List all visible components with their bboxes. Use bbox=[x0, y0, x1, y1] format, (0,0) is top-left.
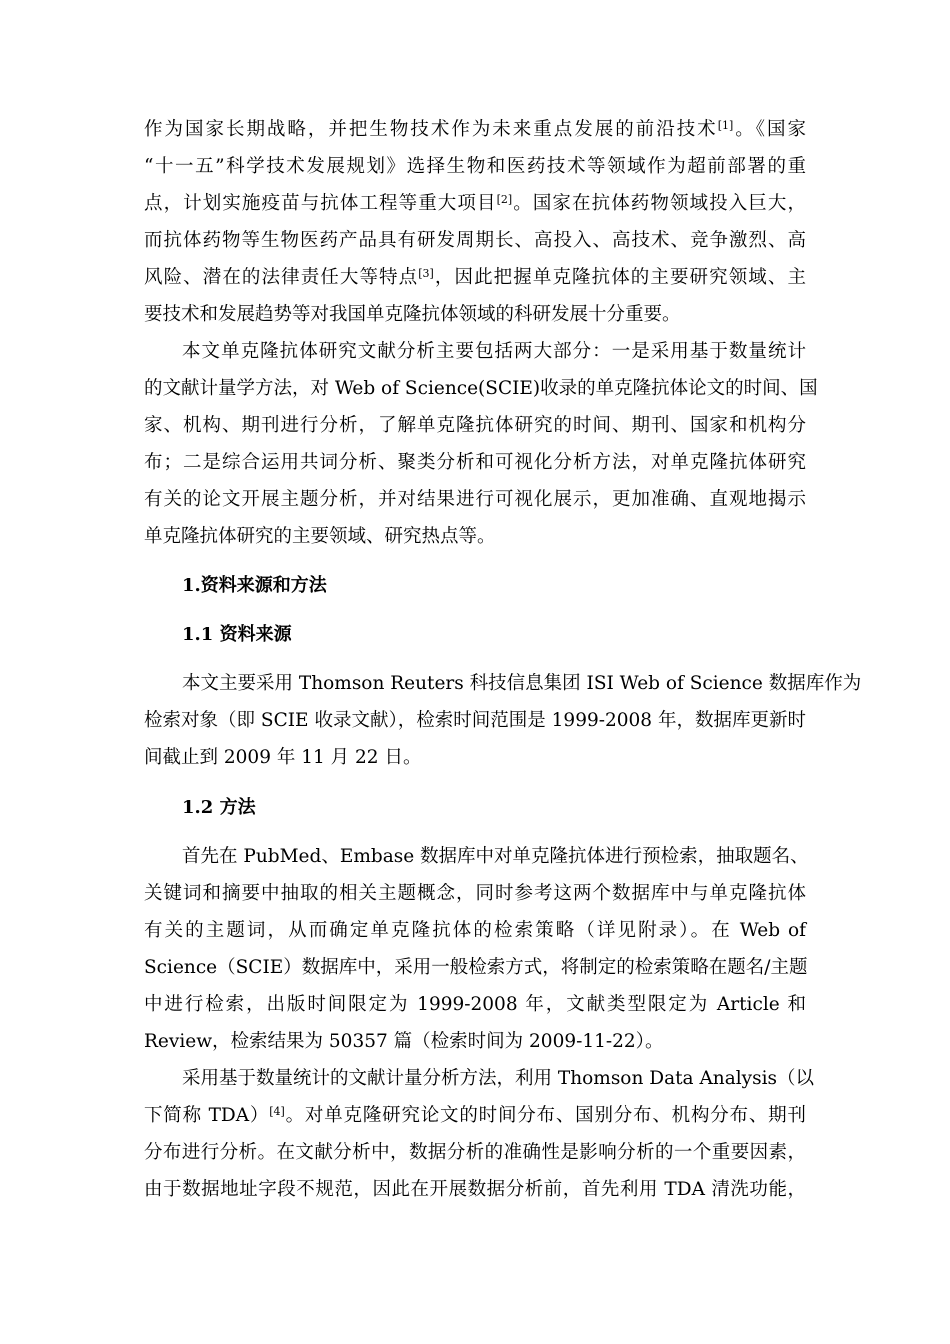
text-line: 首先在 PubMed、Embase 数据库中对单克隆抗体进行预检索，抽取题名、 bbox=[182, 846, 809, 867]
text-line: 本文主要采用 Thomson Reuters 科技信息集团 ISI Web of Science 数据库作为 bbox=[182, 673, 862, 694]
citation-ref[interactable]: [1] bbox=[717, 119, 734, 132]
text-line: 要技术和发展趋势等对我国单克隆抗体领域的科研发展十分重要。 bbox=[144, 304, 681, 325]
text-line: 作为国家长期战略，并把生物技术作为未来重点发展的前沿技术[1]。《国家 bbox=[144, 119, 806, 140]
citation-ref[interactable]: [4] bbox=[269, 1105, 285, 1118]
text-line: 中进行检索，出版时间限定为 1999-2008 年，文献类型限定为 Article 和 bbox=[144, 994, 806, 1015]
text-line: 家、机构、期刊进行分析，了解单克隆抗体研究的时间、期刊、国家和机构分 bbox=[144, 415, 806, 436]
text-line: Science（SCIE）数据库中，采用一般检索方式，将制定的检索策略在题名/主题 bbox=[144, 957, 808, 978]
text-line: 本文单克隆抗体研究文献分析主要包括两大部分：一是采用基于数量统计 bbox=[182, 341, 806, 362]
citation-ref[interactable]: [3] bbox=[418, 267, 434, 280]
paragraph-strategy bbox=[144, 111, 806, 333]
text-line: 而抗体药物等生物医药产品具有研发周期长、高投入、高技术、竞争激烈、高 bbox=[144, 230, 806, 251]
text-line: 采用基于数量统计的文献计量分析方法，利用 Thomson Data Analysis（以 bbox=[182, 1068, 815, 1089]
subsection-heading: 1.1 资料来源 bbox=[182, 624, 292, 645]
citation-ref[interactable]: [2] bbox=[496, 193, 513, 206]
text-line: 布；二是综合运用共词分析、聚类分析和可视化分析方法，对单克隆抗体研究 bbox=[144, 452, 806, 473]
text-line: 分布进行分析。在文献分析中，数据分析的准确性是影响分析的一个重要因素， bbox=[144, 1142, 806, 1163]
text-line: 有关的主题词，从而确定单克隆抗体的检索策略（详见附录）。在 Web of bbox=[144, 920, 806, 941]
paragraph-analysis bbox=[144, 1060, 815, 1208]
text-line: 下简称 TDA）[4]。对单克隆研究论文的时间分布、国别分布、机构分布、期刊 bbox=[144, 1105, 806, 1126]
text-line: 由于数据地址字段不规范，因此在开展数据分析前，首先利用 TDA 清洗功能， bbox=[144, 1179, 806, 1200]
text-line: 间截止到 2009 年 11 月 22 日。 bbox=[144, 747, 422, 768]
text-line: 有关的论文开展主题分析，并对结果进行可视化展示，更加准确、直观地揭示 bbox=[144, 489, 806, 510]
paragraph-data-source bbox=[144, 665, 862, 776]
text-line: “十一五”科学技术发展规划》选择生物和医药技术等领域作为超前部署的重 bbox=[144, 156, 806, 177]
text-line: 单克隆抗体研究的主要领域、研究热点等。 bbox=[144, 526, 496, 547]
text-line: 的文献计量学方法，对 Web of Science(SCIE)收录的单克隆抗体论文的时间、国 bbox=[144, 378, 818, 399]
text-line: 风险、潜在的法律责任大等特点[3]，因此把握单克隆抗体的主要研究领域、主 bbox=[144, 267, 806, 288]
text-line: Review，检索结果为 50357 篇（检索时间为 2009-11-22）。 bbox=[144, 1031, 664, 1052]
text-line: 检索对象（即 SCIE 收录文献），检索时间范围是 1999-2008 年，数据库更新时 bbox=[144, 710, 806, 731]
text-line: 关键词和摘要中抽取的相关主题概念，同时参考这两个数据库中与单克隆抗体 bbox=[144, 883, 806, 904]
text-line: 点，计划实施疫苗与抗体工程等重大项目[2]。国家在抗体药物领域投入巨大， bbox=[144, 193, 806, 214]
section-heading: 1.资料来源和方法 bbox=[182, 575, 327, 596]
paragraph-method bbox=[144, 838, 809, 1060]
paragraph-overview bbox=[144, 333, 818, 555]
subsection-heading: 1.2 方法 bbox=[182, 797, 256, 818]
